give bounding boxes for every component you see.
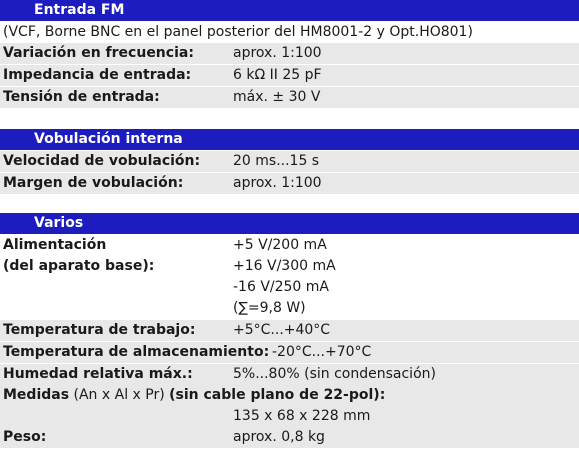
spec-label: Tensión de entrada: [3, 89, 160, 105]
spec-row [0, 427, 579, 448]
section-title: Vobulación interna [34, 131, 183, 147]
spec-row [0, 256, 579, 277]
section-title: Varios [34, 215, 84, 231]
spec-value: +5°C...+40°C [233, 322, 331, 338]
spec-value: 5%...80% (sin condensación) [233, 366, 436, 382]
spec-label-part: Medidas [3, 387, 70, 403]
spec-row [0, 320, 579, 341]
spec-label: Velocidad de vobulación: [3, 153, 201, 169]
spec-row [0, 406, 579, 427]
spec-row [0, 364, 579, 385]
spec-row [0, 342, 579, 363]
spec-row [0, 298, 579, 319]
spec-value: -16 V/250 mA [233, 279, 329, 295]
spec-label: Margen de vobulación: [3, 175, 184, 191]
spec-value: -20°C...+70°C [272, 344, 372, 360]
section-note [0, 22, 579, 43]
section-header-vobulacion [0, 129, 579, 150]
spec-label-part: (sin cable plano de 22-pol): [169, 387, 386, 403]
spec-label: Humedad relativa máx.: [3, 366, 193, 382]
note-text: (VCF, Borne BNC en el panel posterior del HM8001-2 y Opt.HO801) [3, 24, 473, 40]
spec-row [0, 87, 579, 108]
spec-value: 20 ms...15 s [233, 153, 320, 169]
spec-label: Alimentación [3, 237, 107, 253]
spec-value: (∑=9,8 W) [233, 300, 306, 316]
section-header-entrada-fm [0, 0, 579, 21]
spec-value: 135 x 68 x 228 mm [233, 408, 371, 424]
spec-row [0, 277, 579, 298]
spec-value: aprox. 0,8 kg [233, 429, 325, 445]
spec-value: 6 kΩ II 25 pF [233, 67, 322, 83]
spec-label-part: (An x Al x Pr) [73, 387, 165, 403]
spec-label: Variación en frecuencia: [3, 45, 194, 61]
spec-row [0, 65, 579, 86]
spec-value: máx. ± 30 V [233, 89, 321, 105]
spec-value: aprox. 1:100 [233, 45, 322, 61]
spec-row [0, 151, 579, 172]
spec-label: Peso: [3, 429, 47, 445]
spec-row [0, 385, 579, 406]
spec-value: +16 V/300 mA [233, 258, 336, 274]
spec-label: Temperatura de almacenamiento: [3, 344, 270, 360]
spec-value: +5 V/200 mA [233, 237, 327, 253]
section-header-varios [0, 213, 579, 234]
section-title: Entrada FM [34, 2, 125, 18]
spec-label [3, 385, 385, 406]
spec-label: (del aparato base): [3, 258, 155, 274]
spec-value: aprox. 1:100 [233, 175, 322, 191]
spec-label: Temperatura de trabajo: [3, 322, 196, 338]
spec-row [0, 43, 579, 64]
spec-label: Impedancia de entrada: [3, 67, 192, 83]
spec-row [0, 235, 579, 256]
spec-row [0, 173, 579, 194]
